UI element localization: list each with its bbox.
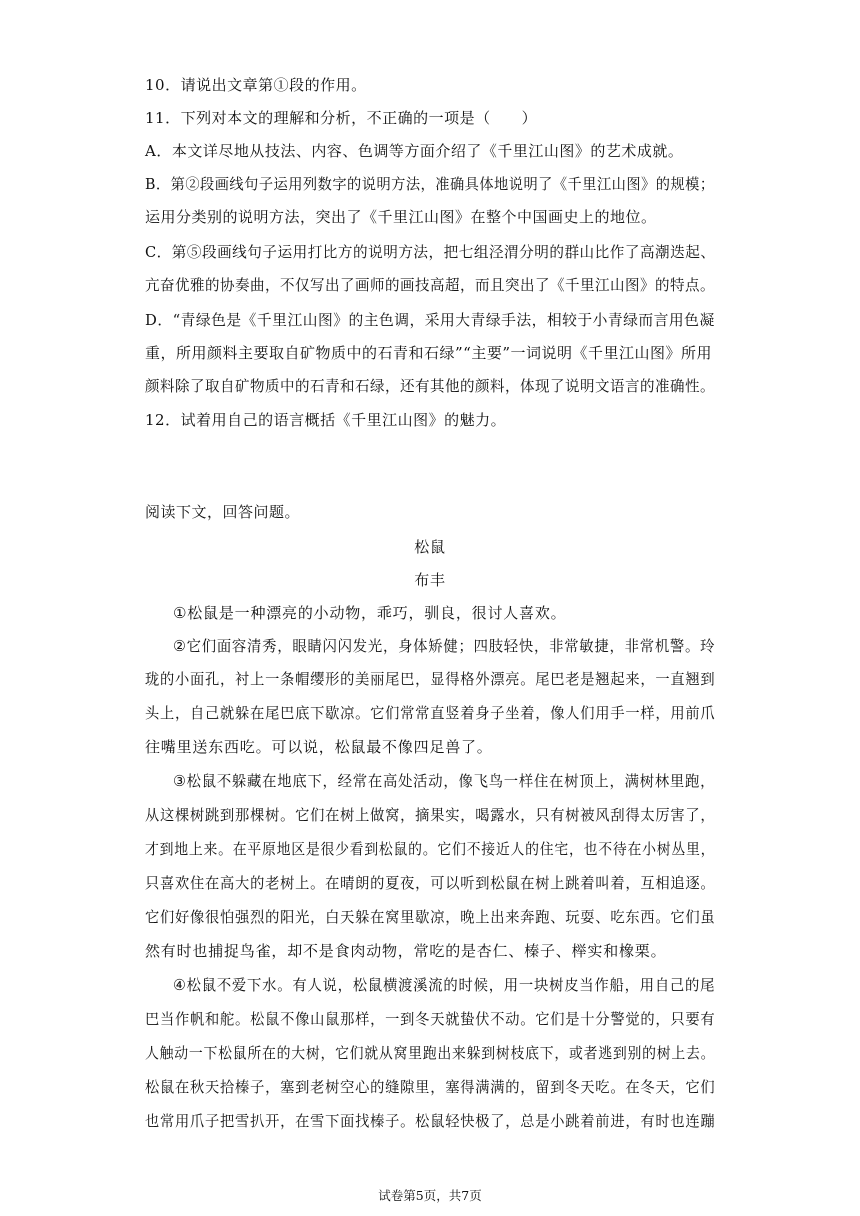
question-12: 12．试着用自己的语言概括《千里江山图》的魅力。: [145, 411, 507, 429]
paragraph-line: ③松鼠不躲藏在地底下，经常在高处活动，像飞鸟一样住在树顶上，满树林里跑，: [173, 772, 716, 790]
option-b-line-1: B．第②段画线句子运用列数字的说明方法，准确具体地说明了《千里江山图》的规模；: [145, 175, 715, 193]
paragraph-line: 从这棵树跳到那棵树。它们在树上做窝，摘果实，喝露水，只有树被风刮得太厉害了，: [145, 806, 716, 824]
paragraph-line: ④松鼠不爱下水。有人说，松鼠横渡溪流的时候，用一块树皮当作船，用自己的尾: [173, 976, 716, 994]
paragraph-line: ①松鼠是一种漂亮的小动物，乖巧，驯良，很讨人喜欢。: [173, 604, 567, 622]
option-d-line-3: 颜料除了取自矿物质中的石青和石绿，还有其他的颜料，体现了说明文语言的准确性。: [145, 377, 716, 395]
paragraph-line: 人触动一下松鼠所在的大树，它们就从窝里跑出来躲到树枝底下，或者逃到别的树上去。: [145, 1044, 716, 1062]
passage-title: 松鼠: [414, 538, 446, 556]
option-c-line-2: 亢奋优雅的协奏曲，不仅写出了画师的画技高超，而且突出了《千里江山图》的特点。: [145, 276, 716, 294]
paragraph-line: 松鼠在秋天拾榛子，塞到老树空心的缝隙里，塞得满满的，留到冬天吃。在冬天，它们: [145, 1078, 716, 1096]
paragraph-line: 它们好像很怕强烈的阳光，白天躲在窝里歇凉，晚上出来奔跑、玩耍、吃东西。它们虽: [145, 908, 716, 926]
option-d-line-2: 重，所用颜料主要取自矿物质中的石青和石绿”“主要”一词说明《千里江山图》所用: [145, 344, 713, 362]
option-a: A．本文详尽地从技法、内容、色调等方面介绍了《千里江山图》的艺术成就。: [145, 142, 684, 160]
option-c-line-1: C．第⑤段画线句子运用打比方的说明方法，把七组泾渭分明的群山比作了高潮迭起、: [145, 243, 716, 261]
paragraph-line: 巴当作帆和舵。松鼠不像山鼠那样，一到冬天就蛰伏不动。它们是十分警觉的，只要有: [145, 1010, 716, 1028]
reading-instruction: 阅读下文，回答问题。: [145, 503, 301, 521]
question-11-stem: 11．下列对本文的理解和分析，不正确的一项是（ ）: [145, 109, 538, 127]
question-10: 10．请说出文章第①段的作用。: [145, 76, 367, 94]
passage-author: 布丰: [414, 571, 446, 589]
paragraph-line: 只喜欢住在高大的老树上。在晴朗的夏夜，可以听到松鼠在树上跳着叫着，互相追逐。: [145, 874, 716, 892]
paragraph-line: 也常用爪子把雪扒开，在雪下面找榛子。松鼠轻快极了，总是小跳着前进，有时也连蹦: [145, 1112, 716, 1130]
paragraph-line: 然有时也捕捉鸟雀，却不是食肉动物，常吃的是杏仁、榛子、榉实和橡栗。: [145, 942, 667, 960]
page-footer: 试卷第5页，共7页: [378, 1188, 482, 1203]
paragraph-line: 头上，自己就躲在尾巴底下歇凉。它们常常直竖着身子坐着，像人们用手一样，用前爪: [145, 704, 716, 722]
paragraph-line: ②它们面容清秀，眼睛闪闪发光，身体矫健；四肢轻快，非常敏捷，非常机警。玲: [173, 637, 716, 655]
paragraph-line: 往嘴里送东西吃。可以说，松鼠最不像四足兽了。: [145, 738, 493, 756]
paragraph-line: 珑的小面孔，衬上一条帽缨形的美丽尾巴，显得格外漂亮。尾巴老是翘起来，一直翘到: [145, 670, 716, 688]
option-b-line-2: 运用分类别的说明方法，突出了《千里江山图》在整个中国画史上的地位。: [145, 208, 657, 226]
option-d-line-1: D．“青绿色是《千里江山图》的主色调，采用大青绿手法，相较于小青绿而言用色凝: [145, 311, 715, 329]
paragraph-line: 才到地上来。在平原地区是很少看到松鼠的。它们不接近人的住宅，也不待在小树丛里，: [145, 840, 716, 858]
